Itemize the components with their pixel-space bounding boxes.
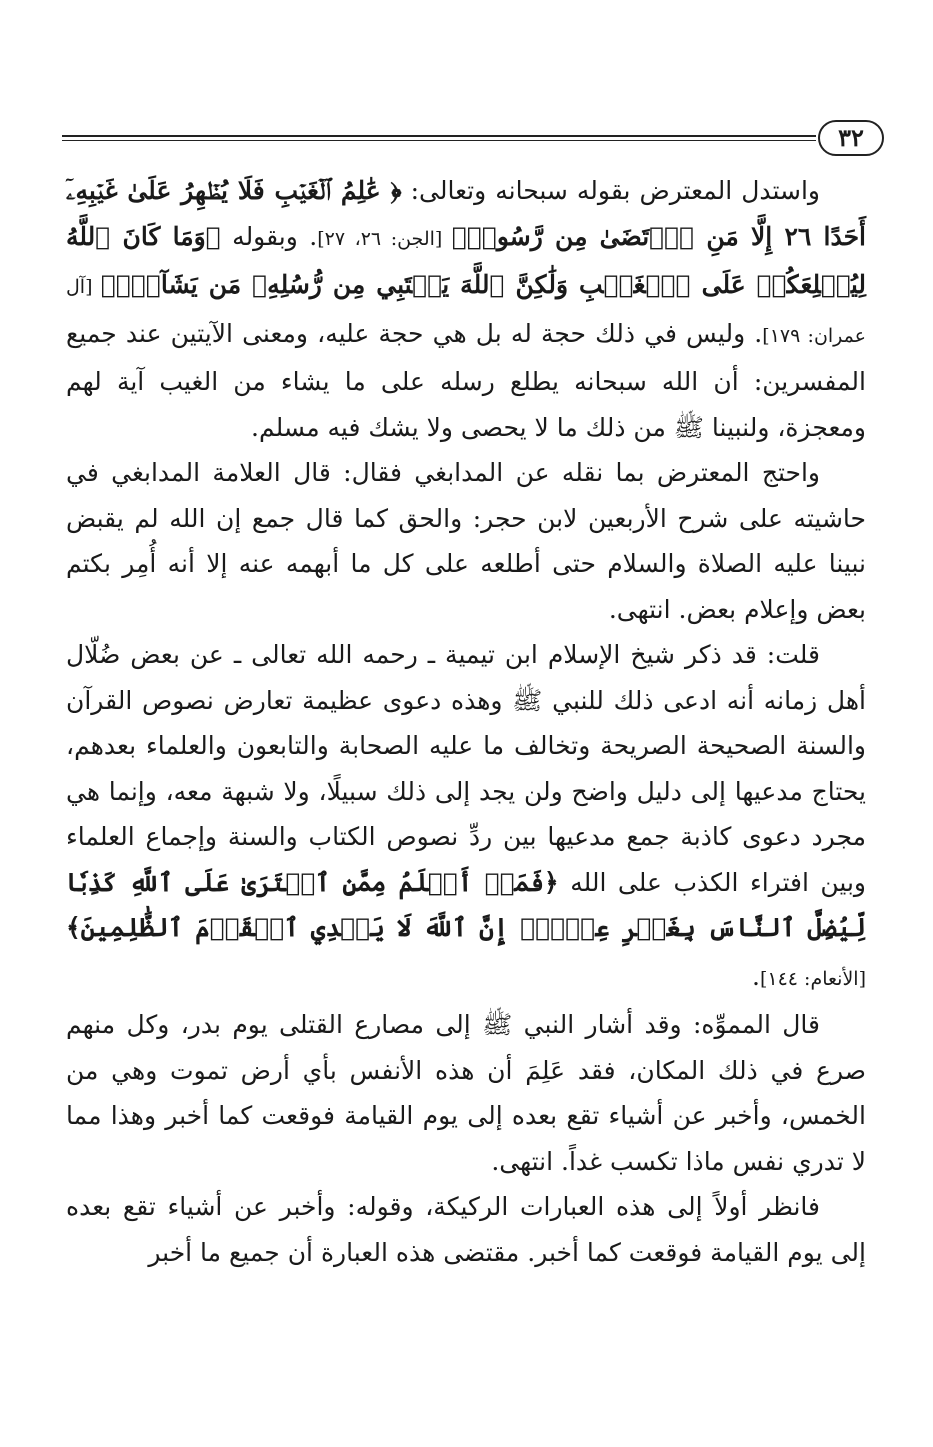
body-text: قلت: قد ذكر شيخ الإسلام ابن تيمية ـ رحمه الله تعالى ـ عن بعض ضُلّال أهل زمانه أنه ادعى ذلك للنبي ﷺ وهذه دعوى عظيمة تعارض نصوص القرآن والسنة الصحيحة الصريحة وتخالف ما عليه الصحابة والتابعون والعلماء بعدهم، يحتاج مدعيها إلى دليل واضح ولن يجد إلى ذلك سبيلًا، ولا شبهة معه، وإنما هي مجرد دعوى كاذبة جمع مدعيها بين ردِّ نصوص الكتاب والسنة وإجماع العلماء وبين افتراء الكذب على الله [66,640,866,897]
verse-reference: [الأنعام: ١٤٤] [759,967,866,990]
header-rule-thin [62,140,816,141]
paragraph [66,1184,866,1275]
body-text: واحتج المعترض بما نقله عن المدابغي فقال: قال العلامة المدابغي في حاشيته على شرح الأربعين لابن حجر: والحق كما قال جمع إن الله لم يقبض نبينا عليه الصلاة والسلام حتى أطلعه على كل ما أبهمه عنه إلا أنه أُمِر بكتم بعض وإعلام بعض. انتهى. [66,458,866,624]
quran-verse: ﴿ عَٰلِمُ ٱلۡغَيۡبِ فَلَا يُظۡهِرُ عَلَىٰ غَيۡبِهِۦٓ أَحَدًا ٢٦ إِلَّا مَنِ ٱرۡتَضَىٰ مِن رَّسُولٖ﴾ [66,176,866,251]
paragraph [66,450,866,632]
body-text: . وبقوله [220,221,318,251]
body-text: . وليس في ذلك حجة له بل هي حجة عليه، ومعنى الآيتين عند جميع المفسرين: أن الله سبحانه يطلع رسله على ما يشاء من الغيب آية لهم ومعجزة، ولنبينا ﷺ من ذلك ما لا يحصى ولا يشك فيه مسلم. [66,318,866,442]
page-body [66,168,866,1275]
page-header [62,118,884,162]
body-text: قال المموِّه: وقد أشار النبي ﷺ إلى مصارع القتلى يوم بدر، وكل منهم صرع في ذلك المكان، فقد عَلِمَ أن هذه الأنفس بأي أرض تموت وهي من الخمس، وأخبر عن أشياء تقع بعده إلى يوم القيامة فوقعت كما أخبر وهذا مما لا تدري نفس ماذا تكسب غداً. انتهى. [66,1010,866,1176]
quran-verse: ﴿وَمَا كَانَ ٱللَّهُ لِيُطۡلِعَكُمۡ عَلَى ٱلۡغَيۡبِ وَلَٰكِنَّ ٱللَّهَ يَجۡتَبِي مِن رُّسُلِهِۦ مَن يَشَآءُۖ﴾ [66,221,866,299]
quran-verse: ﴿فَمَنۡ أَظۡلَمُ مِمَّنِ ٱفۡتَرَىٰ عَلَى ٱللَّهِ كَذِبٗا لِّيُضِلَّ ٱلنَّاسَ بِغَيۡرِ عِلۡمٍۚ إِنَّ ٱللَّهَ لَا يَهۡدِي ٱلۡقَوۡمَ ٱلظَّٰلِمِينَ﴾ [66,867,866,942]
page-number: ٣٢ [818,120,884,156]
paragraph [66,632,866,1002]
body-text: واستدل المعترض بقوله سبحانه وتعالى: [401,176,820,205]
body-text: فانظر أولاً إلى هذه العبارات الركيكة، وقوله: وأخبر عن أشياء تقع بعده إلى يوم القيامة فوقعت كما أخبر. مقتضى هذه العبارة أن جميع ما أخبر [66,1192,866,1267]
body-text: . [752,961,760,991]
paragraph [66,168,866,450]
paragraph [66,1002,866,1184]
verse-reference: [الجن: ٢٦، ٢٧] [317,227,452,250]
header-rule [62,135,816,137]
verse-reference: [آل عمران: ١٧٩] [66,276,866,347]
